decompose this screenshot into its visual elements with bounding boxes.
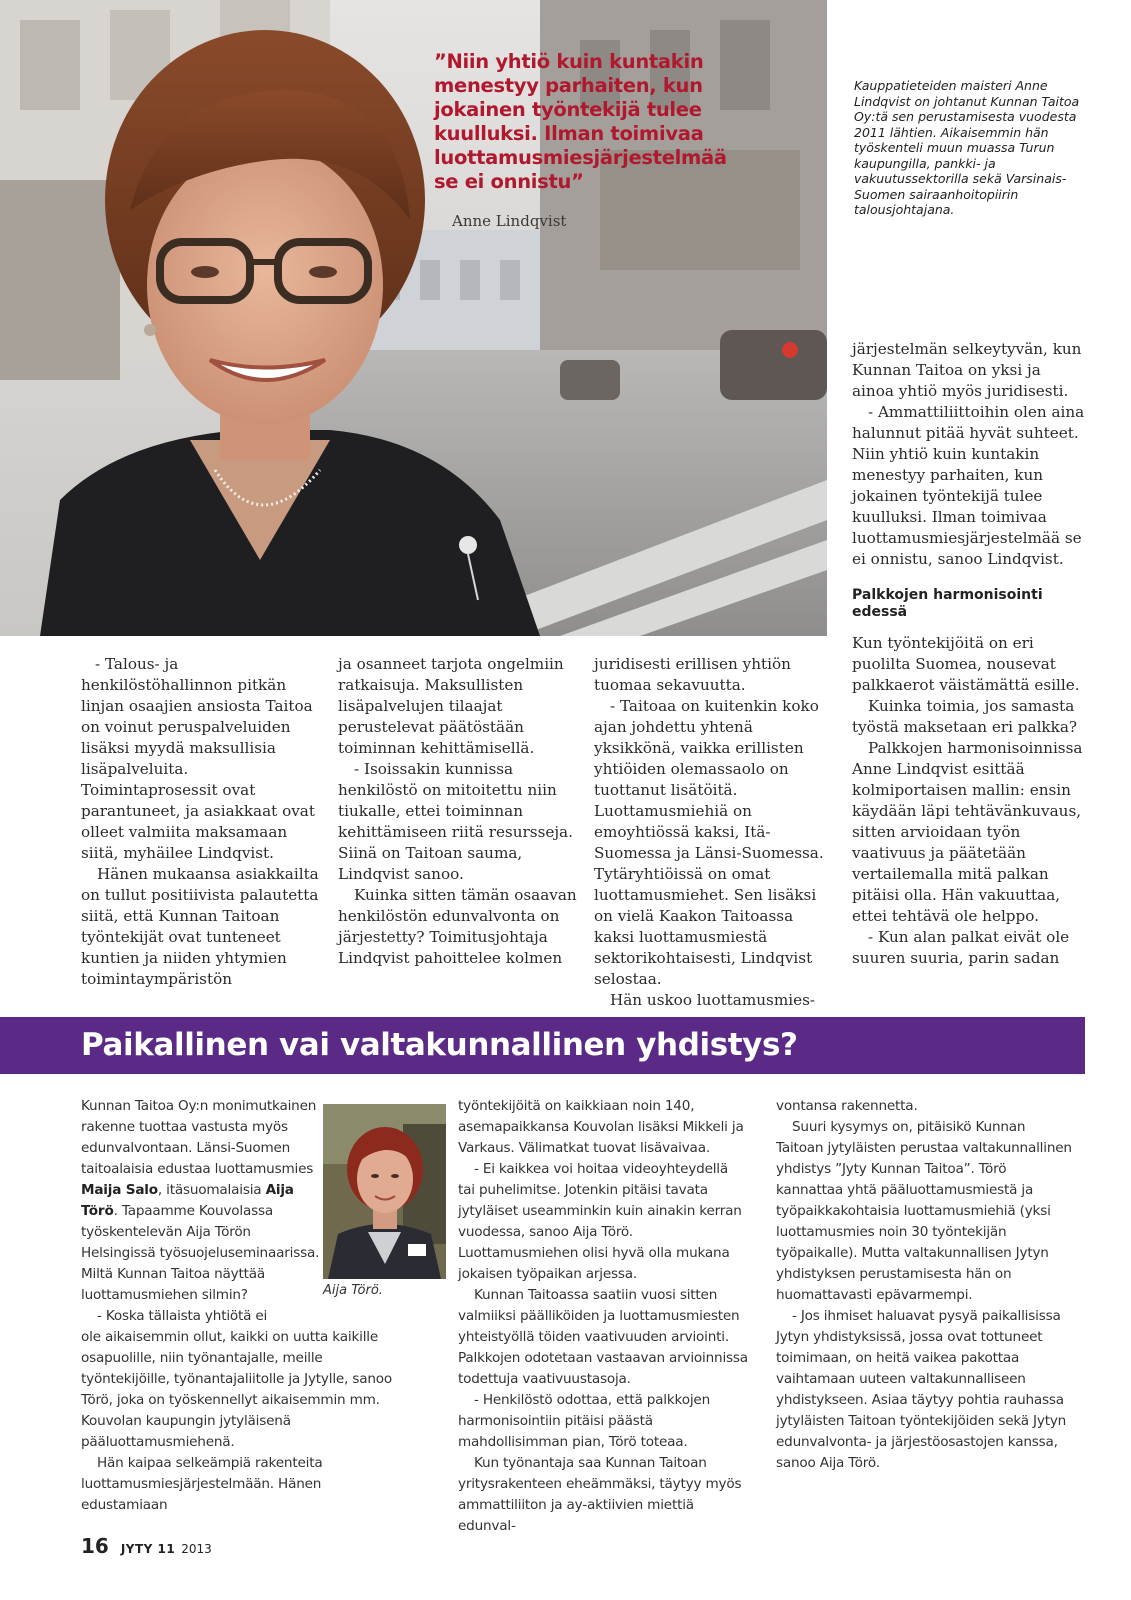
paragraph: - Jos ihmiset haluavat pysyä paikallisissa Jytyn yhdistyksissä, jossa ovat tottuneet toimimaan, on heitä vaikea pakottaa vaihtamaan uuteen valtakunnalliseen yhdistykseen. Asiaa täytyy pohtia rauhassa jytyläisten Taitoan työntekijöiden sekä Jytyn edunvalvonta- ja järjestöosastojen kanssa, sanoo Aija Törö. xyxy=(776,1308,1067,1471)
pull-quote: ”Niin yhtiö kuin kuntakin menestyy parhaiten, kun jokainen työntekijä tulee kuulluksi. Ilman toimivaa luottamusmiesjärjestelmää se ei onnistu” xyxy=(434,50,727,193)
article-column-2 xyxy=(338,654,578,969)
sidebar-column-3 xyxy=(776,1096,1076,1474)
paragraph: Hän kaipaa selkeämpiä rakenteita luottamusmiesjärjestelmään. Hänen edustamiaan xyxy=(81,1455,323,1513)
paragraph: ole aikaisemmin ollut, kaikki on uutta kaikille osapuolille, niin työnantajalle, meille työntekijöille, työnantajaliitolle ja Jytylle, sanoo Törö, joka on työskennellyt aikaisemmin mm. Kouvolan kaupungin jytyläisenä pääluottamusmiehenä. xyxy=(81,1329,392,1450)
paragraph: - Henkilöstö odottaa, että palkkojen harmonisointiin pitäisi päästä mahdollisimman pian, Törö toteaa. xyxy=(458,1392,710,1450)
paragraph: Kuinka toimia, jos samasta työstä maksetaan eri palkka? xyxy=(852,697,1078,736)
paragraph: - Koska tällaista yhtiötä ei xyxy=(97,1308,268,1324)
paragraph: - Taitoaa on kuitenkin koko ajan johdettu yhtenä yksikkönä, vaikka erillisten yhtiöiden olemassaolo on tuottanut lisätöitä. Luottamusmiehiä on emoyhtiössä kaksi, Itä-Suomessa ja Länsi-Suomessa. Tytäryhtiöissä on omat luottamusmiehet. Sen lisäksi on vielä Kaakon Taitoassa kaksi luottamusmiestä sektorikohtaisesti, Lindqvist selostaa. xyxy=(594,697,824,988)
paragraph: - Ei kaikkea voi hoitaa videoyhteydellä tai puhelimitse. Jotenkin pitäisi tavata jytyläiset useamminkin kuin ainakin kerran vuodessa, sanoo Aija Törö. Luottamusmiehen olisi hyvä olla mukana jokaisen työpaikan arjessa. xyxy=(458,1161,742,1282)
paragraph: Palkkojen harmonisoinnissa Anne Lindqvist esittää kolmiportaisen mallin: ensin käydään läpi tehtävänkuvaus, sitten arvioidaan työn vaativuus ja päätetään vertailemalla mitä palkan pitäisi olla. Hän vakuuttaa, ettei tehtävä ole helppo. xyxy=(852,739,1083,925)
sidebar-column-2 xyxy=(458,1096,748,1537)
paragraph: järjestelmän selkeytyvän, kun Kunnan Taitoa on yksi ja ainoa yhtiö myös juridisesti. xyxy=(852,340,1082,400)
banner-title: Paikallinen vai valtakunnallinen yhdistys? xyxy=(81,1027,798,1063)
paragraph: ja osanneet tarjota ongelmiin ratkaisuja. Maksullisten lisäpalvelujen tilaajat perustelevat päätöstään toiminnan kehittämisellä. xyxy=(338,655,564,757)
magazine-issue: JYTY 11 xyxy=(120,1542,176,1556)
paragraph: Hänen mukaansa asiakkailta on tullut positiivista palautetta siitä, että Kunnan Taitoan työntekijät ovat tunteneet kuntien ja niiden yhtymien toimintaympäristön xyxy=(81,865,319,988)
page-folio xyxy=(81,1534,212,1558)
paragraph: - Isoissakin kunnissa henkilöstö on mitoitettu niin tiukalle, ettei toiminnan kehittämiseen riitä resursseja. Siinä on Taitoan sauma, Lindqvist sanoo. xyxy=(338,760,573,883)
article-column-4-top xyxy=(852,339,1087,570)
paragraph: vontansa rakennetta. xyxy=(776,1098,918,1114)
quote-attribution: Anne Lindqvist xyxy=(452,212,567,230)
article-column-4-bottom xyxy=(852,633,1087,969)
paragraph: - Kun alan palkat eivät ole suuren suuria, parin sadan xyxy=(852,928,1070,967)
sidebar-column-1-continued xyxy=(81,1327,411,1516)
sidebar-column-1-intro xyxy=(81,1096,321,1327)
paragraph: Kuinka sitten tämän osaavan henkilöstön edunvalvonta on järjestetty? Toimitusjohtaja Lindqvist pahoittelee kolmen xyxy=(338,886,577,967)
page-number: 16 xyxy=(81,1534,109,1558)
paragraph: Suuri kysymys on, pitäisikö Kunnan Taitoan jytyläisten perustaa valtakunnallinen yhdistys ”Jyty Kunnan Taitoa”. Törö kannattaa yhtä pääluottamusmiestä ja työpaikkakohtaisia luottamusmiehiä (yksi luottamusmies noin 30 työntekijän työpaikalle). Mutta valtakunnallisen Jytyn yhdistyksen perustamisesta hän on huomattavasti epävarmempi. xyxy=(776,1119,1072,1303)
article-column-3 xyxy=(594,654,834,1011)
text: . Tapaamme Kouvolassa työskentelevän Aija Törön Helsingissä työsuojeluseminaarissa. Miltä Kunnan Taitoa näyttää luottamusmiehen silmin? xyxy=(81,1203,320,1303)
paragraph: - Ammattiliittoihin olen aina halunnut pitää hyvät suhteet. Niin yhtiö kuin kuntakin menestyy parhaiten, kun jokainen työntekijä tulee kuulluksi. Ilman toimivaa luottamusmiesjärjestelmää se ei onnistu, sanoo Lindqvist. xyxy=(852,403,1085,568)
paragraph: juridisesti erillisen yhtiön tuomaa sekavuutta. xyxy=(594,655,791,694)
paragraph: Hän uskoo luottamusmies- xyxy=(610,991,815,1009)
paragraph: - Talous- ja henkilöstöhallinnon pitkän linjan osaajien ansiosta Taitoa on voinut peruspalveluiden lisäksi myydä maksullisia lisäpalveluita. Toimintaprosessit ovat parantuneet, ja asiakkaat ovat olleet valmiita maksamaan siitä, myhäilee Lindqvist. xyxy=(81,655,315,862)
paragraph xyxy=(81,1096,321,1306)
photo-caption: Kauppatieteiden maisteri Anne Lindqvist on johtanut Kunnan Taitoa Oy:tä sen perustamisesta vuodesta 2011 lähtien. Aikaisemmin hän työskenteli muun muassa Turun kaupungilla, pankki- ja vakuutussektorilla sekä Varsinais-Suomen sairaanhoitopiirin talousjohtajana. xyxy=(854,78,1080,217)
article-column-1 xyxy=(81,654,321,990)
person-name: Aija Törö xyxy=(81,1182,294,1219)
portrait-photo xyxy=(323,1104,446,1279)
issue-year: 2013 xyxy=(181,1542,212,1556)
text: , itäsuomalaisia xyxy=(157,1182,266,1198)
section-subheading: Palkkojen harmonisointi edessä xyxy=(852,587,1043,620)
paragraph: työntekijöitä on kaikkiaan noin 140, asemapaikkansa Kouvolan lisäksi Mikkeli ja Varkaus. Välimatkat tuovat lisävaivaa. xyxy=(458,1098,744,1156)
person-name: Maija Salo xyxy=(81,1182,158,1198)
portrait-caption: Aija Törö. xyxy=(323,1283,383,1298)
text: Kunnan Taitoa Oy:n monimutkainen rakenne tuottaa vastusta myös edunvalvontaan. Länsi-Suomen taitoalaisia edustaa luottamusmies xyxy=(81,1098,317,1177)
section-banner xyxy=(0,1017,1085,1074)
paragraph: Kunnan Taitoassa saatiin vuosi sitten valmiiksi päälliköiden ja luottamusmiesten yhteistyöllä töiden vaativuuden arviointi. Palkkojen odotetaan vastaavan arvioinnissa todettuja vaativuustasoja. xyxy=(458,1287,748,1387)
paragraph: Kun työntekijöitä on eri puolilta Suomea, nousevat palkkaerot väistämättä esille. xyxy=(852,634,1080,694)
paragraph: Kun työnantaja saa Kunnan Taitoan yritysrakenteen eheämmäksi, täytyy myös ammattiliiton ja ay-aktiivien miettiä edunval- xyxy=(458,1455,742,1534)
